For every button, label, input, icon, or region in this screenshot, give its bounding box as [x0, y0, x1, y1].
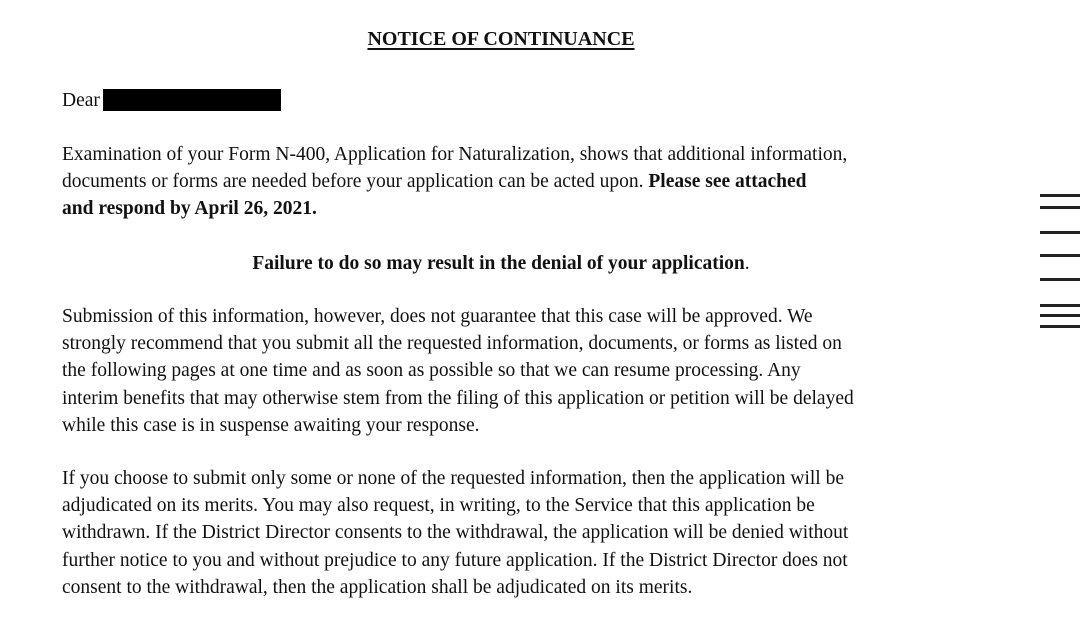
edge-mark: [1040, 314, 1080, 317]
edge-mark: [1040, 304, 1080, 307]
edge-mark: [1040, 231, 1080, 234]
redacted-name-block: [103, 89, 281, 111]
notice-title: NOTICE OF CONTINUANCE: [367, 28, 635, 50]
paragraph-line: further notice to you and without prejudice to any future application. If the District Director does not: [62, 549, 848, 571]
salutation: [62, 88, 281, 114]
paragraph-line: adjudicated on its merits. You may also request, in writing, to the Service that this application be: [62, 495, 815, 517]
paragraph-line: If you choose to submit only some or none of the requested information, then the application will be: [62, 468, 844, 489]
paragraph-line: [62, 168, 932, 195]
edge-mark: [1040, 194, 1080, 197]
paragraph-examination: [62, 141, 932, 223]
edge-mark: [1040, 254, 1080, 257]
paragraph-line: withdrawn. If the District Director consents to the withdrawal, the application will be denied without: [62, 522, 849, 544]
edge-mark: [1040, 325, 1080, 328]
denial-warning: [0, 250, 1002, 277]
paragraph-line: while this case is in suspense awaiting your response.: [62, 414, 480, 436]
paragraph-withdrawal: [62, 465, 932, 601]
respond-by-date-text: and respond by April 26, 2021.: [62, 198, 317, 220]
paragraph-line: strongly recommend that you submit all the requested information, documents, or forms as listed on: [62, 333, 842, 355]
paragraph-line: consent to the withdrawal, then the application shall be adjudicated on its merits.: [62, 576, 693, 598]
edge-mark: [1040, 278, 1080, 281]
salutation-text: Dear: [62, 90, 100, 111]
paragraph-line: interim benefits that may otherwise stem from the filing of this application or petition will be delayed: [62, 387, 854, 409]
denial-warning-period: .: [744, 253, 750, 274]
edge-mark: [1040, 206, 1080, 209]
paragraph-line: Submission of this information, however, does not guarantee that this case will be approved. We: [62, 306, 813, 327]
paragraph-line-text: documents or forms are needed before your application can be acted upon.: [62, 171, 649, 193]
paragraph-submission: [62, 303, 932, 439]
denial-warning-text: Failure to do so may result in the denial of your application: [252, 253, 745, 274]
please-see-attached-text: Please see attached: [648, 171, 807, 193]
paragraph-line: Examination of your Form N-400, Application for Naturalization, shows that additional information,: [62, 144, 848, 165]
scan-edge-marks: [1040, 190, 1080, 330]
paragraph-line: the following pages at one time and as soon as possible so that we can resume processing. Any: [62, 360, 801, 382]
